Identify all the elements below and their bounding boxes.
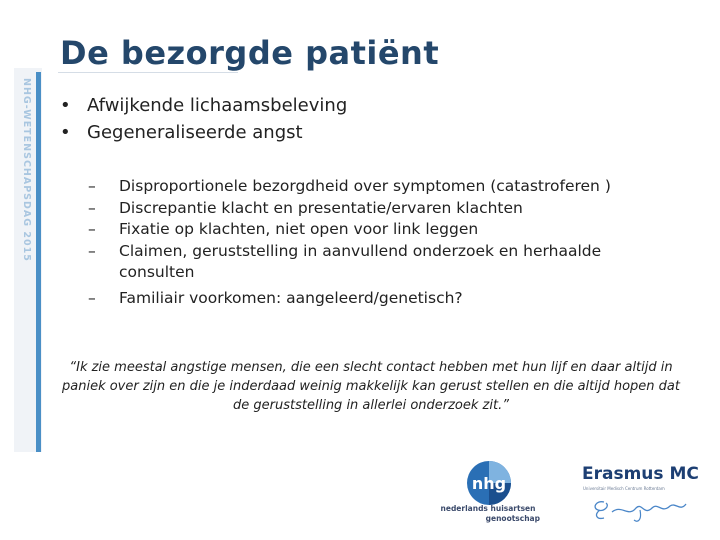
- dash-marker: –: [88, 198, 96, 217]
- sub-bullet-item: [88, 219, 648, 241]
- sub-bullet-text: Claimen, geruststelling in aanvullend onderzoek en herhaalde consulten: [119, 241, 602, 281]
- sub-bullet-text: Familiair voorkomen: aangeleerd/genetisch?: [119, 288, 463, 307]
- erasmus-signature-icon: [582, 490, 702, 524]
- sidebar-stripe: [36, 72, 41, 452]
- sub-bullet-item: [88, 288, 648, 310]
- sub-bullet-text: Fixatie op klachten, niet open voor link leggen: [119, 220, 479, 238]
- patient-quote: “Ik zie meestal angstige mensen, die een slecht contact hebben met hun lijf en daar altijd in paniek over zijn en die je inderdaad weinig makkelijk kan gerust stellen en die altijd hopen dat de geruststelling in allerlei onderzoek zit.”: [62, 360, 680, 413]
- bullet-marker: •: [60, 122, 71, 143]
- sub-bullet-item: [88, 241, 648, 284]
- bullet-item: [60, 92, 347, 119]
- sub-bullet-text: Disproportionele bezorgdheid over symptomen (catastroferen ): [119, 177, 611, 195]
- nhg-name-line2: genootschap: [485, 514, 540, 523]
- sub-bullet-list: [88, 176, 648, 309]
- sub-bullet-text: Discrepantie klacht en presentatie/ervaren klachten: [119, 198, 523, 217]
- main-bullet-list: [60, 92, 347, 146]
- bullet-marker: •: [60, 95, 71, 116]
- dash-marker: –: [88, 220, 96, 238]
- dash-marker: –: [88, 177, 96, 195]
- sub-bullet-item: [88, 176, 648, 198]
- dash-marker: –: [88, 288, 96, 307]
- nhg-mark: nhg: [471, 474, 507, 493]
- erasmus-mc-wordmark: Erasmus MC: [582, 464, 699, 484]
- sidebar-event-label: NHG-WETENSCHAPSDAG 2015: [21, 78, 32, 262]
- slide-title: De bezorgde patiënt: [60, 34, 440, 72]
- nhg-logo: [436, 458, 546, 528]
- title-divider: [58, 72, 238, 73]
- dash-marker: –: [88, 241, 96, 260]
- sub-bullet-item: [88, 198, 648, 220]
- erasmus-mc-logo: [582, 464, 702, 524]
- bullet-item: [60, 119, 347, 146]
- erasmus-mc-tagline: Universitair Medisch Centrum Rotterdam: [583, 486, 665, 491]
- nhg-badge-icon: [462, 458, 516, 508]
- nhg-name-line1: nederlands huisartsen: [440, 504, 536, 513]
- bullet-text: Gegeneraliseerde angst: [87, 122, 303, 143]
- bullet-text: Afwijkende lichaamsbeleving: [87, 95, 348, 116]
